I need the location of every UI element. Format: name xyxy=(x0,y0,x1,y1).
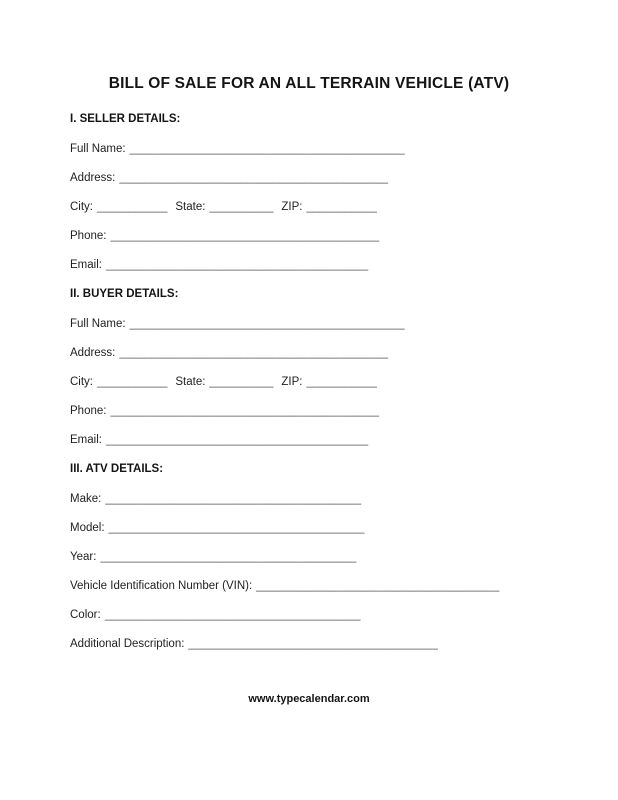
field-row-seller-address xyxy=(70,172,618,184)
field-label: City: xyxy=(70,201,93,213)
field-label: Year: xyxy=(70,551,97,563)
fill-in-line: __________________________________________ xyxy=(119,347,389,359)
fill-in-line: __________________________________________ xyxy=(119,172,389,184)
field-row-atv-make xyxy=(70,493,618,505)
field-label: Additional Description: xyxy=(70,638,185,650)
section-heading-atv: III. ATV DETAILS: xyxy=(70,463,164,475)
section-heading-seller: I. SELLER DETAILS: xyxy=(70,113,181,125)
field-label: State: xyxy=(175,201,206,213)
fill-in-line: __________ xyxy=(209,376,274,388)
field-row-atv-additional-description xyxy=(70,638,618,650)
fill-in-line: ________________________________________ xyxy=(108,522,365,534)
section-seller-details xyxy=(0,113,618,271)
field-row-buyer-full-name xyxy=(70,318,618,330)
field-row-seller-city-state-zip xyxy=(70,201,618,213)
field-label: Vehicle Identification Number (VIN): xyxy=(70,580,253,592)
field-row-atv-year xyxy=(70,551,618,563)
fill-in-line: __________________________________________ xyxy=(110,230,380,242)
field-row-seller-full-name xyxy=(70,143,618,155)
fill-in-line: _______________________________________ xyxy=(188,638,438,650)
field-row-seller-phone xyxy=(70,230,618,242)
fill-in-line: ________________________________________ xyxy=(104,609,361,621)
field-label: Color: xyxy=(70,609,101,621)
field-row-atv-color xyxy=(70,609,618,621)
fill-in-line: _________________________________________ xyxy=(105,259,369,271)
fill-in-line: ________________________________________ xyxy=(105,493,362,505)
field-label: Phone: xyxy=(70,405,107,417)
fill-in-line: ___________________________________________ xyxy=(129,318,405,330)
field-label: Full Name: xyxy=(70,143,126,155)
field-row-buyer-phone xyxy=(70,405,618,417)
fill-in-line: ________________________________________ xyxy=(100,551,357,563)
field-label: Make: xyxy=(70,493,102,505)
section-atv-details xyxy=(0,463,618,650)
section-heading-buyer: II. BUYER DETAILS: xyxy=(70,288,179,300)
field-row-buyer-city-state-zip xyxy=(70,376,618,388)
fill-in-line: __________________________________________ xyxy=(110,405,380,417)
page-title: BILL OF SALE FOR AN ALL TERRAIN VEHICLE (ATV) xyxy=(108,75,510,92)
section-buyer-details xyxy=(0,288,618,446)
fill-in-line: ___________ xyxy=(306,201,377,213)
footer-url: www.typecalendar.com xyxy=(248,693,370,705)
field-label: Address: xyxy=(70,172,116,184)
fill-in-line: ___________________________________________ xyxy=(129,143,405,155)
field-label: Email: xyxy=(70,259,102,271)
field-label: ZIP: xyxy=(281,376,303,388)
field-row-seller-email xyxy=(70,259,618,271)
field-row-buyer-email xyxy=(70,434,618,446)
fill-in-line: ___________ xyxy=(97,201,168,213)
field-label: Full Name: xyxy=(70,318,126,330)
field-label: ZIP: xyxy=(281,201,303,213)
field-row-atv-vin xyxy=(70,580,618,592)
fill-in-line: ___________ xyxy=(306,376,377,388)
fill-in-line: ___________ xyxy=(97,376,168,388)
fill-in-line: _________________________________________ xyxy=(105,434,369,446)
fill-in-line: __________ xyxy=(209,201,274,213)
field-label: Email: xyxy=(70,434,102,446)
field-row-atv-model xyxy=(70,522,618,534)
field-label: State: xyxy=(175,376,206,388)
field-label: Address: xyxy=(70,347,116,359)
fill-in-line: ______________________________________ xyxy=(256,580,500,592)
field-label: Phone: xyxy=(70,230,107,242)
field-label: City: xyxy=(70,376,93,388)
field-row-buyer-address xyxy=(70,347,618,359)
field-label: Model: xyxy=(70,522,105,534)
